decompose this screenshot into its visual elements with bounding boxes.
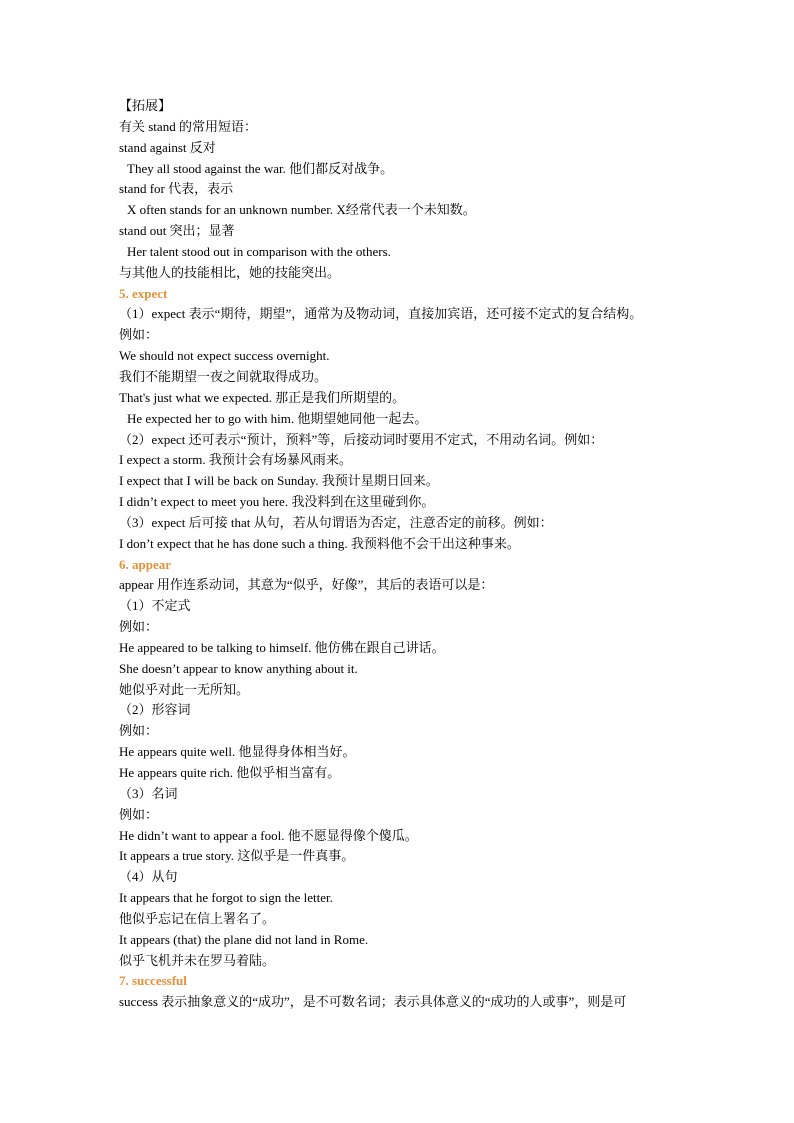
text-line: （2）形容词: [119, 702, 191, 718]
text-line: （3）名词: [119, 785, 178, 801]
section-heading: 5. expect: [119, 285, 168, 301]
text-line: He appeared to be talking to himself. 他仿佛在跟自己讲话。: [119, 639, 445, 655]
text-line: They all stood against the war. 他们都反对战争。: [127, 160, 394, 176]
text-line: I expect that I will be back on Sunday. 我预计星期日回来。: [119, 473, 439, 489]
text-line: 例如：: [119, 723, 159, 739]
text-line: I expect a storm. 我预计会有场暴风雨来。: [119, 452, 352, 468]
text-line: It appears that he forgot to sign the letter.: [119, 890, 333, 906]
text-line: He appears quite well. 他显得身体相当好。: [119, 744, 356, 760]
text-line: 与其他人的技能相比，她的技能突出。: [119, 264, 341, 280]
text-line: stand out 突出；显著: [119, 223, 235, 239]
text-line: Her talent stood out in comparison with the others.: [127, 243, 391, 259]
text-line: That's just what we expected. 那正是我们所期望的。: [119, 389, 406, 405]
text-line: stand against 反对: [119, 139, 216, 155]
text-line: 例如：: [119, 327, 159, 343]
section-heading: 6. appear: [119, 556, 171, 572]
text-line: He didn’t want to appear a fool. 他不愿显得像个傻瓜。: [119, 827, 418, 843]
text-line: 【拓展】: [119, 98, 172, 113]
text-line: 她似乎对此一无所知。: [119, 681, 250, 697]
text-line: 有关 stand 的常用短语：: [119, 118, 257, 134]
text-line: stand for 代表，表示: [119, 181, 234, 197]
text-line: 似乎飞机并未在罗马着陆。: [119, 952, 276, 968]
text-line: X often stands for an unknown number. X经常代表一个未知数。: [127, 202, 476, 218]
text-line: （1）不定式: [119, 598, 191, 614]
text-line: He appears quite rich. 他似乎相当富有。: [119, 765, 341, 780]
text-line: It appears (that) the plane did not land in Rome.: [119, 931, 369, 947]
text-line: 例如：: [119, 806, 159, 822]
text-line: success 表示抽象意义的“成功”，是不可数名词；表示具体意义的“成功的人或事”，则是可: [119, 994, 627, 1010]
text-line: I don’t expect that he has done such a thing. 我预料他不会干出这种事来。: [119, 535, 520, 551]
text-line: He expected her to go with him. 他期望她同他一起去。: [127, 410, 428, 426]
text-line: It appears a true story. 这似乎是一件真事。: [119, 848, 355, 864]
text-line: She doesn’t appear to know anything about it.: [119, 660, 358, 676]
text-line: （4）从句: [119, 869, 178, 885]
text-line: We should not expect success overnight.: [119, 348, 330, 364]
text-line: appear 用作连系动词，其意为“似乎，好像”，其后的表语可以是：: [119, 577, 494, 593]
document-body: [119, 96, 734, 1013]
text-line: 例如：: [119, 619, 159, 635]
text-line: （3）expect 后可接 that 从句，若从句谓语为否定，注意否定的前移。例如：: [119, 514, 553, 530]
text-line: （2）expect 还可表示“预计，预料”等，后接动词时要用不定式，不用动名词。例如：: [119, 431, 604, 447]
text-line: I didn’t expect to meet you here. 我没料到在这里碰到你。: [119, 494, 435, 510]
section-heading: 7. successful: [119, 973, 187, 989]
text-line: （1）expect 表示“期待，期望”，通常为及物动词，直接加宾语，还可接不定式的复合结构。: [119, 306, 643, 322]
text-line: 我们不能期望一夜之间就取得成功。: [119, 368, 328, 384]
text-line: 他似乎忘记在信上署名了。: [119, 910, 276, 926]
